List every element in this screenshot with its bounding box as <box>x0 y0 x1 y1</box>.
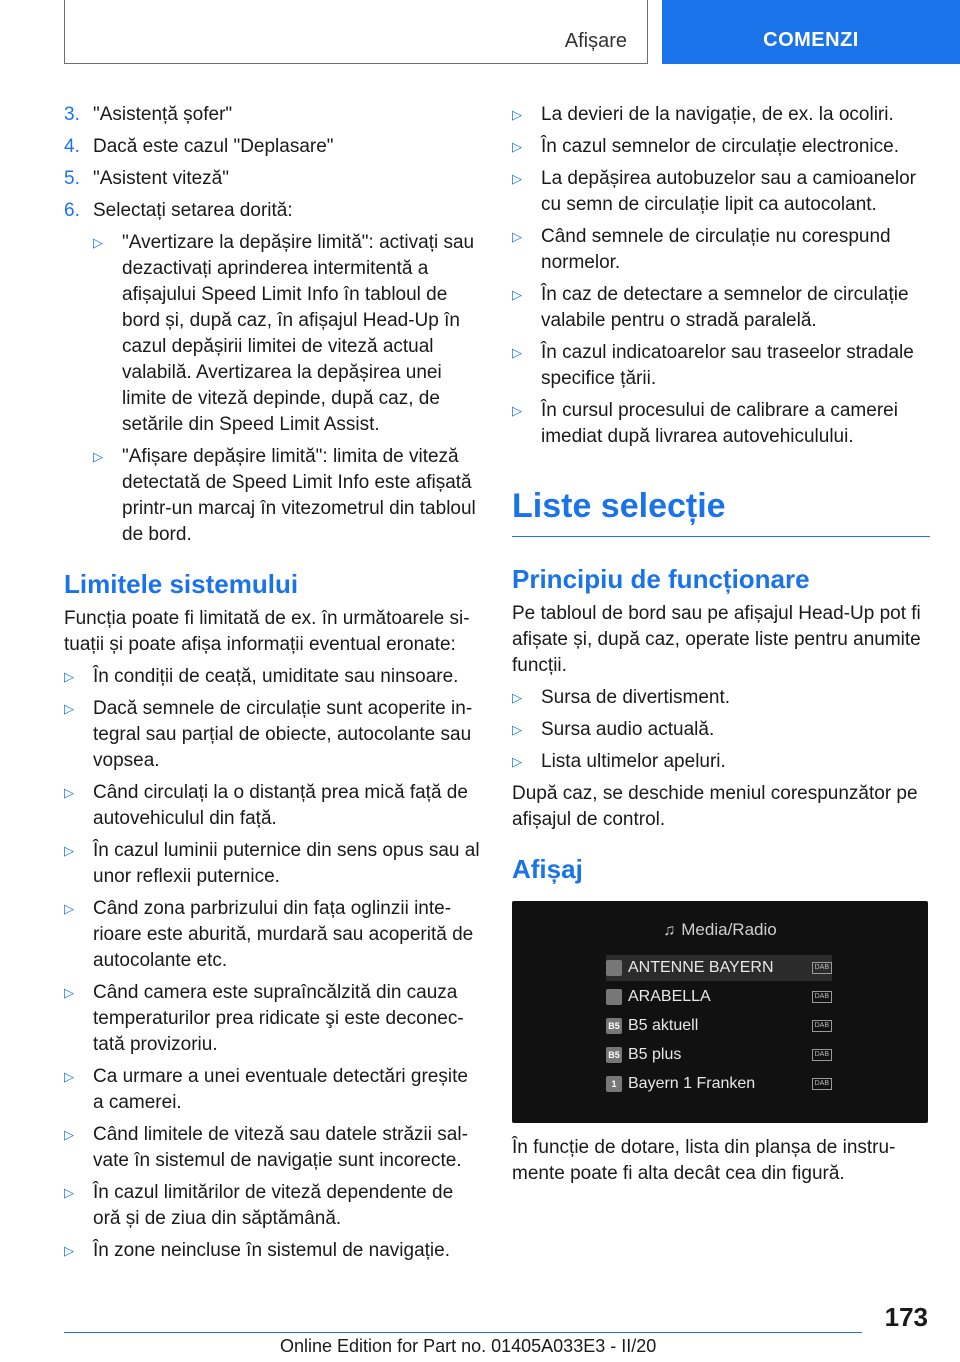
list-item <box>512 224 930 276</box>
triangle-bullet-icon: ▷ <box>512 403 522 418</box>
principle-list <box>512 685 930 775</box>
figure-caption: În funcție de dotare, lista din planșa de instrumente poate fi alta decât cea din figură. <box>512 1137 896 1184</box>
triangle-bullet-icon: ▷ <box>64 785 74 800</box>
header-frame <box>64 0 648 64</box>
list-item-text: La devieri de la navigație, de ex. la ocoliri. <box>541 104 894 125</box>
step-number: 4. <box>64 136 80 157</box>
footer-edition: Online Edition for Part no. 01405A033E3 - II/20 <box>280 1336 657 1356</box>
station-row <box>606 984 832 1010</box>
triangle-bullet-icon: ▷ <box>64 701 74 716</box>
screen-title <box>512 917 928 944</box>
list-item-text: În cazul semnelor de circulație electronice. <box>541 136 900 157</box>
triangle-bullet-icon: ▷ <box>512 229 522 244</box>
list-item <box>64 780 480 832</box>
list-item-text: În cazul limitărilor de viteză dependente de oră și de ziua din săptămână. <box>93 1182 454 1229</box>
screen-title-label: Media/Radio <box>681 920 777 939</box>
triangle-bullet-icon: ▷ <box>512 171 522 186</box>
list-item <box>64 696 480 774</box>
list-item-text: Sursa audio actuală. <box>541 719 715 740</box>
step-3 <box>64 102 480 128</box>
station-label: ARABELLA <box>628 988 711 1005</box>
section-heading-limits: Limitele sistemului <box>64 569 299 599</box>
step-text: Selectați setarea dorită: <box>93 200 293 221</box>
principle-text: Pe tabloul de bord sau pe afișajul Head-Up pot fi afișate și, după caz, operate liste pentru anumite funcții. <box>512 603 921 676</box>
step-4 <box>64 134 480 160</box>
triangle-bullet-icon: ▷ <box>64 985 74 1000</box>
list-item-text: În cursul procesului de calibrare a camerei imediat după livrarea autovehiculului. <box>541 400 898 447</box>
list-item-text: În zone neincluse în sistemul de navigație. <box>93 1240 450 1261</box>
list-item-text: Când circulați la o distanță prea mică față de autovehiculul din față. <box>93 782 468 829</box>
triangle-bullet-icon: ▷ <box>93 235 103 250</box>
list-item-text: În caz de detectare a semnelor de circulație valabile pentru o stradă paralelă. <box>541 284 909 331</box>
triangle-bullet-icon: ▷ <box>64 901 74 916</box>
list-item <box>64 664 480 690</box>
station-logo-icon <box>606 960 622 976</box>
list-item <box>64 1180 480 1232</box>
triangle-bullet-icon: ▷ <box>512 754 522 769</box>
list-item <box>64 1122 480 1174</box>
right-column <box>512 102 930 1193</box>
list-item-text: Ca urmare a unei eventuale detectări greșite a camerei. <box>93 1066 468 1113</box>
step-5 <box>64 166 480 192</box>
triangle-bullet-icon: ▷ <box>512 690 522 705</box>
header-tab-label: COMENZI <box>763 28 859 51</box>
triangle-bullet-icon: ▷ <box>64 1185 74 1200</box>
limits-intro: Funcția poate fi limitată de ex. în următoarele situații și poate afișa informații eventual eronate: <box>64 608 470 655</box>
list-item <box>64 896 480 974</box>
triangle-bullet-icon: ▷ <box>512 287 522 302</box>
limits-list <box>64 664 480 1264</box>
list-item-text: Când semnele de circulație nu corespund normelor. <box>541 226 891 273</box>
station-row <box>606 1013 832 1039</box>
chapter-heading-lists: Liste selecție <box>512 486 930 537</box>
list-item-text: Lista ultimelor apeluri. <box>541 751 726 772</box>
dab-badge-icon: DAB <box>812 1020 832 1032</box>
station-label: B5 aktuell <box>628 1017 699 1034</box>
list-item <box>93 230 480 438</box>
triangle-bullet-icon: ▷ <box>512 345 522 360</box>
list-item <box>64 1064 480 1116</box>
header-section-title: Afișare <box>564 30 627 52</box>
step-text: "Asistent viteză" <box>93 168 229 189</box>
footer-divider <box>64 1332 862 1333</box>
list-item <box>64 838 480 890</box>
dab-badge-icon: DAB <box>812 962 832 974</box>
triangle-bullet-icon: ▷ <box>64 1127 74 1142</box>
station-row <box>606 1042 832 1068</box>
step-6 <box>64 198 480 224</box>
section-heading-principle: Principiu de funcționare <box>512 564 810 594</box>
list-item-text: Dacă semnele de circulație sunt acoperite integral sau parțial de obiecte, autocolante sau vopsea. <box>93 698 473 771</box>
station-logo-icon: B5 <box>606 1018 622 1034</box>
list-item <box>512 398 930 450</box>
station-row <box>606 1071 832 1097</box>
list-item <box>512 717 930 743</box>
list-item-text: "Avertizare la depășire limită": activați sau dezactivați aprinderea intermitentă a afișajului Speed Limit Info în tabloul de bord și, după caz, în afișajul Head-Up în cazul depășirii limitei de viteză actual valabilă. Avertizarea la depășirea unei limite de viteză depinde, după caz, de setările din Speed Limit Assist. <box>122 232 475 435</box>
step-number: 3. <box>64 104 80 125</box>
list-item-text: Sursa de divertisment. <box>541 687 731 708</box>
triangle-bullet-icon: ▷ <box>512 107 522 122</box>
triangle-bullet-icon: ▷ <box>64 669 74 684</box>
step-text: "Asistență șofer" <box>93 104 233 125</box>
media-radio-icon: ♫ <box>663 922 676 939</box>
triangle-bullet-icon: ▷ <box>512 139 522 154</box>
station-logo-icon: B5 <box>606 1047 622 1063</box>
list-item-text: "Afișare depășire limită": limita de viteză detectată de Speed Limit Info este afișată printr-un marcaj în vitezometrul din tabloul de bord. <box>122 446 476 545</box>
list-item <box>512 102 930 128</box>
station-logo-icon: 1 <box>606 1076 622 1092</box>
list-item <box>64 1238 480 1264</box>
principle-after-text: După caz, se deschide meniul corespunzător pe afișajul de control. <box>512 783 918 830</box>
instrument-cluster-screenshot <box>512 901 928 1123</box>
section-heading-display: Afișaj <box>512 854 583 884</box>
list-item-text: Când zona parbrizului din fața oglinzii interioare este aburită, murdară sau acoperită de autocolante etc. <box>93 898 474 971</box>
list-item <box>512 749 930 775</box>
list-item-text: La depășirea autobuzelor sau a camioanelor cu semn de circulație lipit ca autocolant. <box>541 168 916 215</box>
list-item-text: Când limitele de viteză sau datele străzii salvate în sistemul de navigație sunt incorecte. <box>93 1124 468 1171</box>
triangle-bullet-icon: ▷ <box>512 722 522 737</box>
list-item <box>93 444 480 548</box>
list-item-text: În condiții de ceață, umiditate sau ninsoare. <box>93 666 459 687</box>
triangle-bullet-icon: ▷ <box>64 1243 74 1258</box>
page-number: 173 <box>884 1302 928 1332</box>
left-column <box>64 102 480 1270</box>
step-number: 5. <box>64 168 80 189</box>
station-label: ANTENNE BAYERN <box>628 959 774 976</box>
list-item <box>512 282 930 334</box>
list-item <box>64 980 480 1058</box>
list-item <box>512 166 930 218</box>
list-item-text: În cazul indicatoarelor sau traseelor stradale specifice țării. <box>541 342 914 389</box>
triangle-bullet-icon: ▷ <box>64 843 74 858</box>
list-item-text: Când camera este supraîncălzită din cauza temperaturilor prea ridicate şi este deconectată provizoriu. <box>93 982 464 1055</box>
dab-badge-icon: DAB <box>812 991 832 1003</box>
station-label: Bayern 1 Franken <box>628 1075 756 1092</box>
header-tab-comenzi[interactable] <box>662 0 960 64</box>
step-text: Dacă este cazul "Deplasare" <box>93 136 334 157</box>
list-item <box>512 340 930 392</box>
list-item <box>512 134 930 160</box>
station-row <box>606 955 832 981</box>
station-label: B5 plus <box>628 1046 682 1063</box>
list-item-text: În cazul luminii puternice din sens opus sau al unor reflexii puternice. <box>93 840 480 887</box>
limits-list-continued <box>512 102 930 450</box>
list-item <box>512 685 930 711</box>
step-number: 6. <box>64 200 80 221</box>
triangle-bullet-icon: ▷ <box>93 449 103 464</box>
step6-options-list <box>93 230 480 548</box>
triangle-bullet-icon: ▷ <box>64 1069 74 1084</box>
dab-badge-icon: DAB <box>812 1078 832 1090</box>
station-logo-icon <box>606 989 622 1005</box>
dab-badge-icon: DAB <box>812 1049 832 1061</box>
